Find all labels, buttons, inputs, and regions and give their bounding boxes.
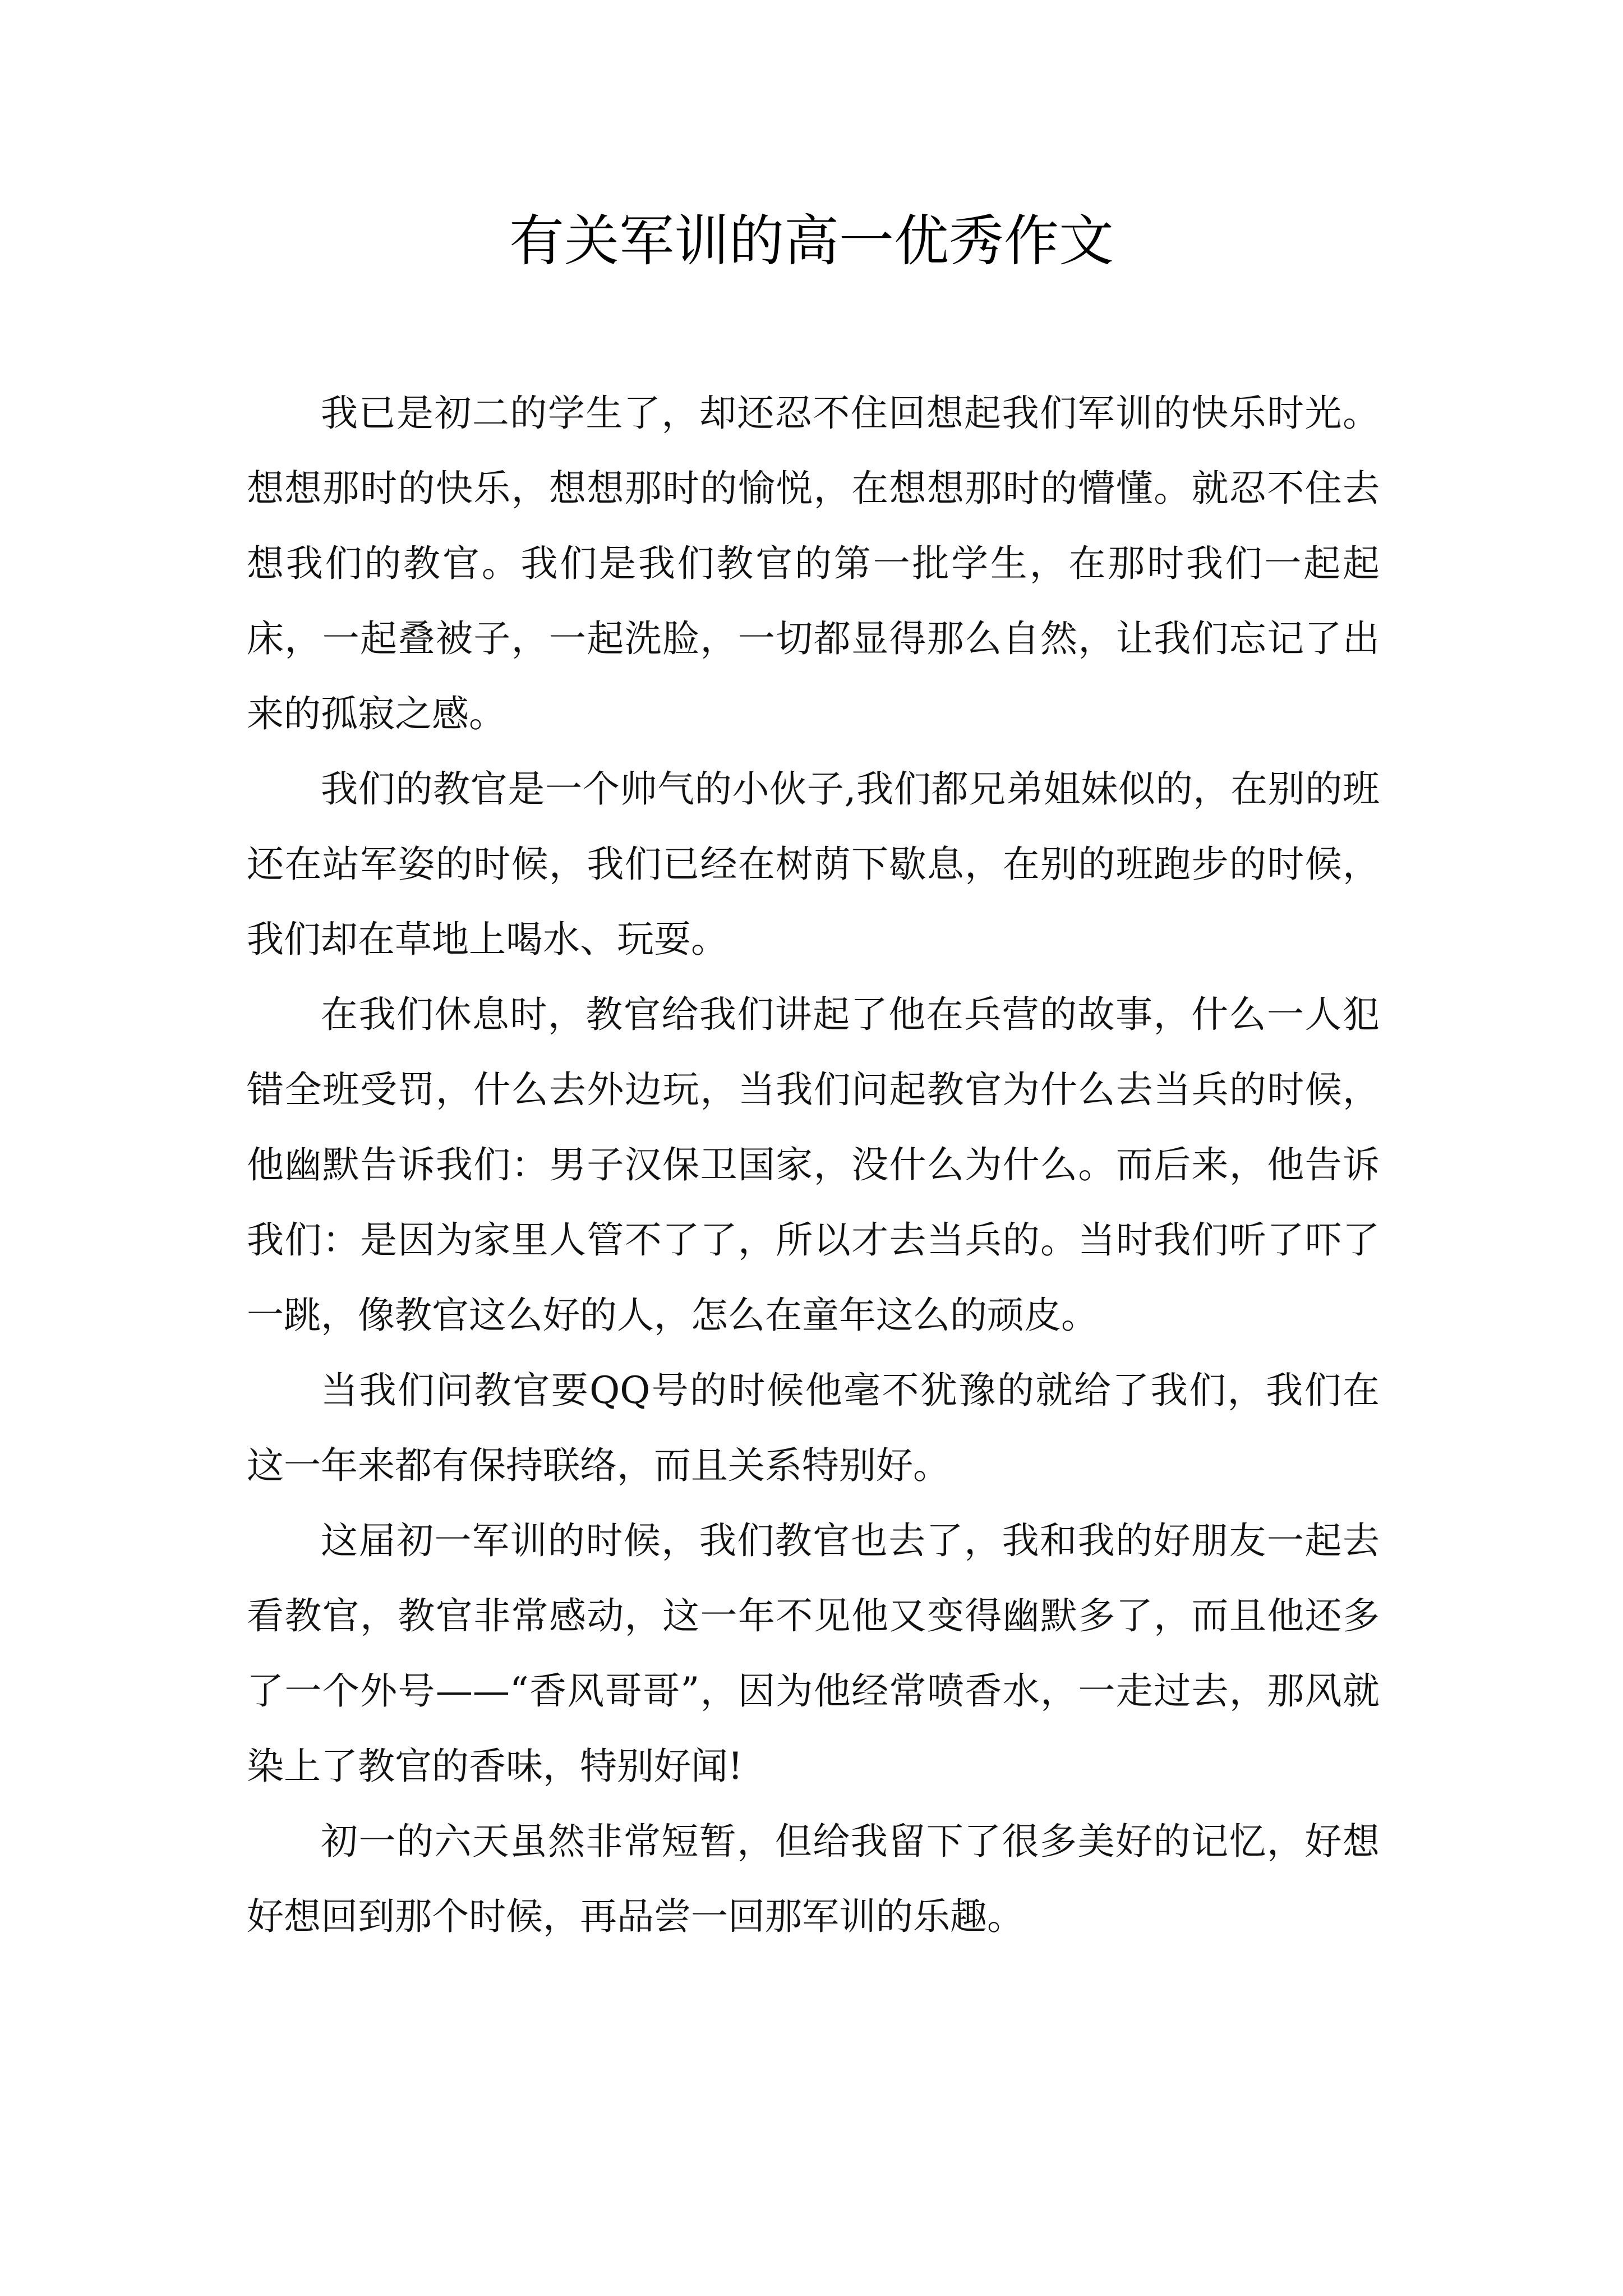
paragraph: 我们的教官是一个帅气的小伙子,我们都兄弟姐妹似的，在别的班还在站军姿的时候，我们已经在树荫下歇息，在别的班跑步的时候，我们却在草地上喝水、玩耍。 (247, 767, 1380, 961)
paragraph: 当我们问教官要QQ号的时候他毫不犹豫的就给了我们，我们在这一年来都有保持联络，而且关系特别好。 (247, 1369, 1380, 1487)
paragraph: 我已是初二的学生了，却还忍不住回想起我们军训的快乐时光。想想那时的快乐，想想那时的愉悦，在想想那时的懵懂。就忍不住去想我们的教官。我们是我们教官的第一批学生，在那时我们一起起床，一起叠被子，一起洗脸，一切都显得那么自然，让我们忘记了出来的孤寂之感。 (247, 392, 1380, 735)
document-title: 有关军训的高一优秀作文 (509, 209, 1114, 273)
paragraph: 这届初一军训的时候，我们教官也去了，我和我的好朋友一起去看教官，教官非常感动，这一年不见他又变得幽默多了，而且他还多了一个外号——“香风哥哥”，因为他经常喷香水，一走过去，那风就染上了教官的香味，特别好闻! (247, 1519, 1380, 1788)
document-body (247, 376, 1380, 1954)
paragraph: 在我们休息时，教官给我们讲起了他在兵营的故事，什么一人犯错全班受罚，什么去外边玩，当我们问起教官为什么去当兵的时候，他幽默告诉我们：男子汉保卫国家，没什么为什么。而后来，他告诉我们：是因为家里人管不了了，所以才去当兵的。当时我们听了吓了一跳，像教官这么好的人，怎么在童年这么的顽皮。 (247, 993, 1380, 1337)
paragraph: 初一的六天虽然非常短暂，但给我留下了很多美好的记忆，好想好想回到那个时候，再品尝一回那军训的乐趣。 (247, 1820, 1380, 1938)
